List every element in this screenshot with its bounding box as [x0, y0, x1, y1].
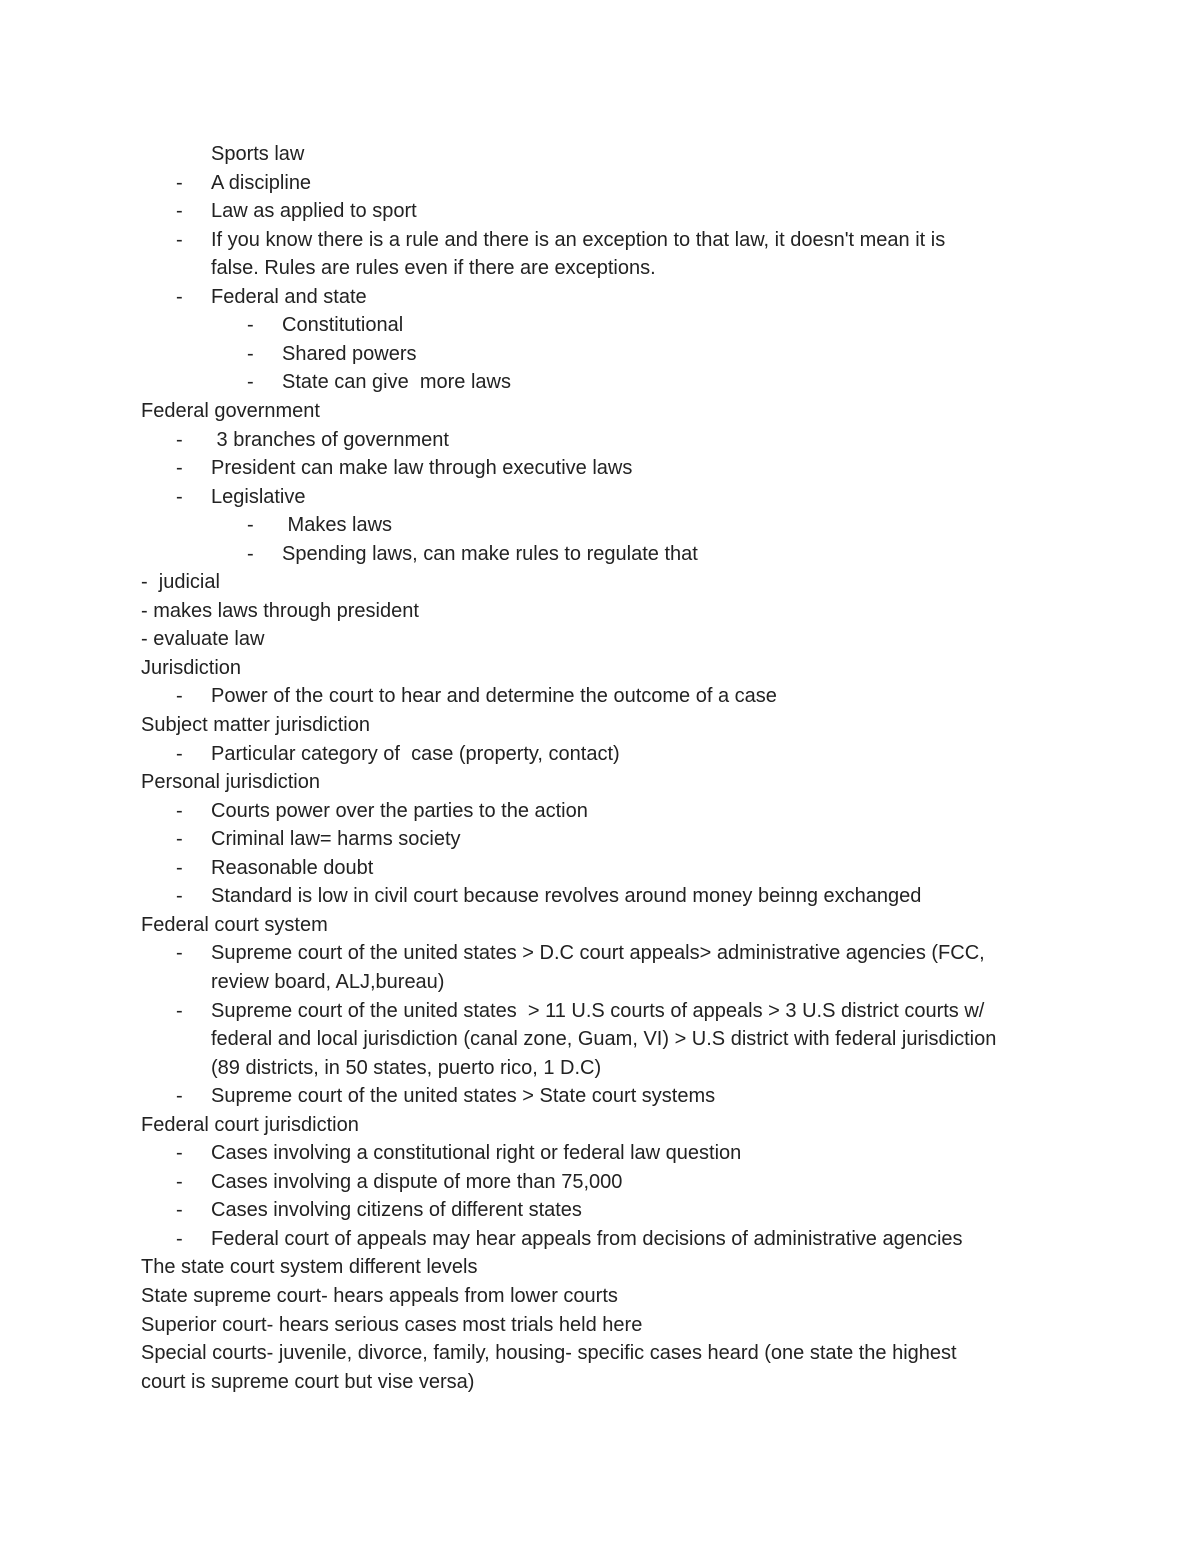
text-line: 3 branches of government [211, 428, 449, 451]
bullet-dash: - [176, 1199, 183, 1222]
text-line: - makes laws through president [141, 599, 419, 622]
bullet-dash: - [176, 799, 183, 822]
text-line: - evaluate law [141, 628, 265, 651]
text-line: Supreme court of the united states > 11 U.S courts of appeals > 3 U.S district courts w/ [211, 999, 985, 1022]
text-line: State can give more laws [282, 371, 511, 394]
bullet-dash: - [176, 171, 183, 194]
bullet-dash: - [176, 856, 183, 879]
text-line: Federal court system [141, 913, 328, 936]
text-line: The state court system different levels [141, 1256, 478, 1279]
text-line: Federal court jurisdiction [141, 1113, 359, 1136]
text-line: Supreme court of the united states > State court systems [211, 1085, 716, 1108]
text-line: Constitutional [282, 314, 404, 337]
bullet-dash: - [176, 1085, 183, 1108]
bullet-dash: - [176, 885, 183, 908]
text-line: Subject matter jurisdiction [141, 714, 370, 736]
bullet-dash: - [176, 828, 183, 851]
text-line: Cases involving citizens of different states [211, 1199, 582, 1222]
text-line: Special courts- juvenile, divorce, family, housing- specific cases heard (one state the highest [141, 1342, 957, 1365]
bullet-dash: - [176, 1227, 183, 1250]
text-line: Criminal law= harms society [211, 828, 461, 851]
text-line: Federal and state [211, 285, 367, 308]
bullet-dash: - [176, 200, 183, 223]
bullet-dash: - [176, 285, 183, 308]
bullet-dash: - [176, 999, 183, 1022]
text-line: Power of the court to hear and determine the outcome of a case [211, 685, 777, 708]
bullet-dash: - [247, 342, 254, 365]
text-line: false. Rules are rules even if there are exceptions. [211, 257, 656, 280]
bullet-dash: - [176, 1170, 183, 1193]
bullet-dash: - [176, 685, 183, 708]
bullet-dash: - [247, 314, 254, 337]
text-line: If you know there is a rule and there is an exception to that law, it doesn't mean it is [211, 228, 946, 251]
text-line: Makes laws [282, 514, 393, 537]
text-line: Courts power over the parties to the action [211, 799, 588, 822]
text-line: State supreme court- hears appeals from lower courts [141, 1285, 618, 1307]
text-line: Sports law [211, 143, 305, 165]
text-line: review board, ALJ,bureau) [211, 970, 445, 993]
text-line: A discipline [211, 171, 312, 194]
text-line: Reasonable doubt [211, 856, 374, 879]
bullet-dash: - [176, 457, 183, 480]
text-line: Superior court- hears serious cases most trials held here [141, 1313, 643, 1336]
text-line: Federal court of appeals may hear appeals from decisions of administrative agencies [211, 1227, 963, 1250]
bullet-dash: - [176, 228, 183, 251]
text-line: Law as applied to sport [211, 200, 417, 223]
text-line: (89 districts, in 50 states, puerto rico, 1 D.C) [211, 1056, 602, 1079]
text-line: Standard is low in civil court because revolves around money beinng exchanged [211, 885, 922, 908]
bullet-dash: - [176, 942, 183, 965]
bullet-dash: - [176, 428, 183, 451]
text-line: Federal government [141, 399, 320, 422]
text-line: Cases involving a constitutional right or federal law question [211, 1142, 742, 1165]
bullet-dash: - [176, 742, 183, 765]
text-line: President can make law through executive laws [211, 457, 633, 480]
bullet-dash: - [247, 514, 254, 537]
text-line: Supreme court of the united states > D.C court appeals> administrative agencies (FCC, [211, 942, 985, 965]
text-line: Personal jurisdiction [141, 771, 320, 794]
text-line: - judicial [141, 571, 220, 594]
text-line: Legislative [211, 485, 306, 508]
bullet-dash: - [247, 542, 254, 565]
text-line: court is supreme court but vise versa) [141, 1370, 475, 1393]
text-line: Shared powers [282, 342, 417, 365]
text-line: federal and local jurisdiction (canal zone, Guam, VI) > U.S district with federal jurisdiction [211, 1028, 997, 1051]
text-line: Cases involving a dispute of more than 75,000 [211, 1170, 623, 1193]
bullet-dash: - [176, 485, 183, 508]
text-line: Particular category of case (property, contact) [211, 742, 620, 765]
bullet-dash: - [247, 371, 254, 394]
text-line: Jurisdiction [141, 656, 242, 679]
text-line: Spending laws, can make rules to regulate that [282, 542, 698, 565]
bullet-dash: - [176, 1142, 183, 1165]
